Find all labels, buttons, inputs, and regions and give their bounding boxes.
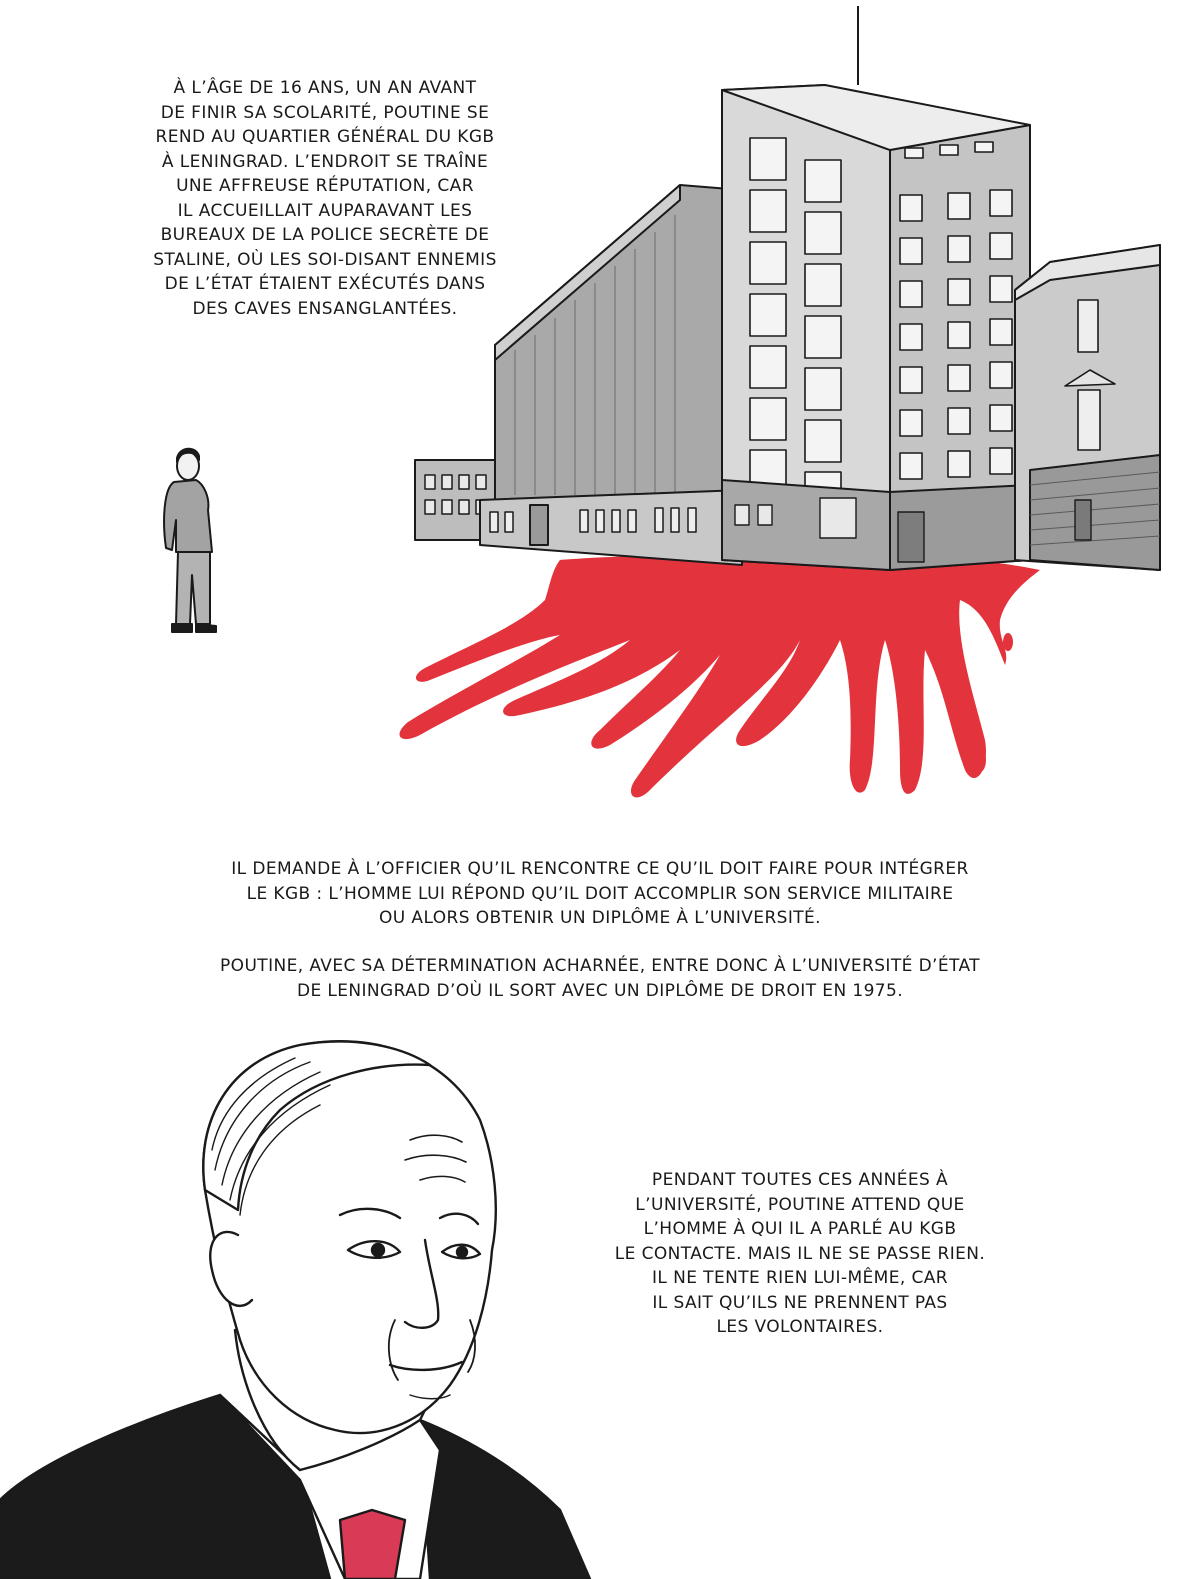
caption-line: DE LENINGRAD D’OÙ IL SORT AVEC UN DIPLÔME DE DROIT EN 1975. (296, 980, 904, 1001)
caption-line: À LENINGRAD. L’ENDROIT SE TRAÎNE (161, 151, 489, 172)
caption-line: STALINE, OÙ LES SOI-DISANT ENNEMIS (153, 249, 497, 270)
caption-line: IL ACCUEILLAIT AUPARAVANT LES (177, 200, 473, 221)
tower-side-windows (900, 142, 1012, 522)
caption-line: DES CAVES ENSANGLANTÉES. (192, 298, 458, 319)
putin-portrait (0, 1041, 590, 1579)
caption-university (150, 954, 1050, 1003)
caption-line: LE KGB : L’HOMME LUI RÉPOND QU’IL DOIT ACCOMPLIR SON SERVICE MILITAIRE (246, 883, 954, 904)
caption-line: L’UNIVERSITÉ, POUTINE ATTEND QUE (635, 1194, 965, 1215)
caption-line: L’HOMME À QUI IL A PARLÉ AU KGB (643, 1219, 957, 1239)
caption-line: OU ALORS OBTENIR UN DIPLÔME À L’UNIVERSITÉ. (378, 908, 821, 928)
caption-line: UNE AFFREUSE RÉPUTATION, CAR (176, 176, 474, 196)
caption-line: POUTINE, AVEC SA DÉTERMINATION ACHARNÉE, ENTRE DONC À L’UNIVERSITÉ D’ÉTAT (220, 956, 980, 976)
kgb-headquarters-building (415, 6, 1160, 570)
caption-line: BUREAUX DE LA POLICE SECRÈTE DE (160, 225, 490, 245)
caption-line: IL NE TENTE RIEN LUI-MÊME, CAR (652, 1268, 948, 1288)
caption-line: REND AU QUARTIER GÉNÉRAL DU KGB (155, 127, 495, 147)
young-man-standing (164, 449, 216, 632)
caption-line: DE FINIR SA SCOLARITÉ, POUTINE SE (160, 102, 490, 123)
blood-splatter (399, 554, 1040, 798)
caption-line: LES VOLONTAIRES. (716, 1317, 884, 1337)
caption-kgb-visit (130, 76, 520, 321)
caption-line: DE L’ÉTAT ÉTAIENT EXÉCUTÉS DANS (164, 274, 486, 294)
caption-waiting (590, 1168, 1010, 1340)
caption-line: PENDANT TOUTES CES ANNÉES À (651, 1170, 949, 1190)
caption-line: IL SAIT QU’ILS NE PRENNENT PAS (652, 1292, 948, 1313)
caption-line: LE CONTACTE. MAIS IL NE SE PASSE RIEN. (614, 1243, 986, 1264)
caption-officer-answer (150, 857, 1050, 931)
caption-line: À L’ÂGE DE 16 ANS, UN AN AVANT (173, 78, 477, 98)
caption-line: IL DEMANDE À L’OFFICIER QU’IL RENCONTRE CE QU’IL DOIT FAIRE POUR INTÉGRER (231, 859, 969, 879)
